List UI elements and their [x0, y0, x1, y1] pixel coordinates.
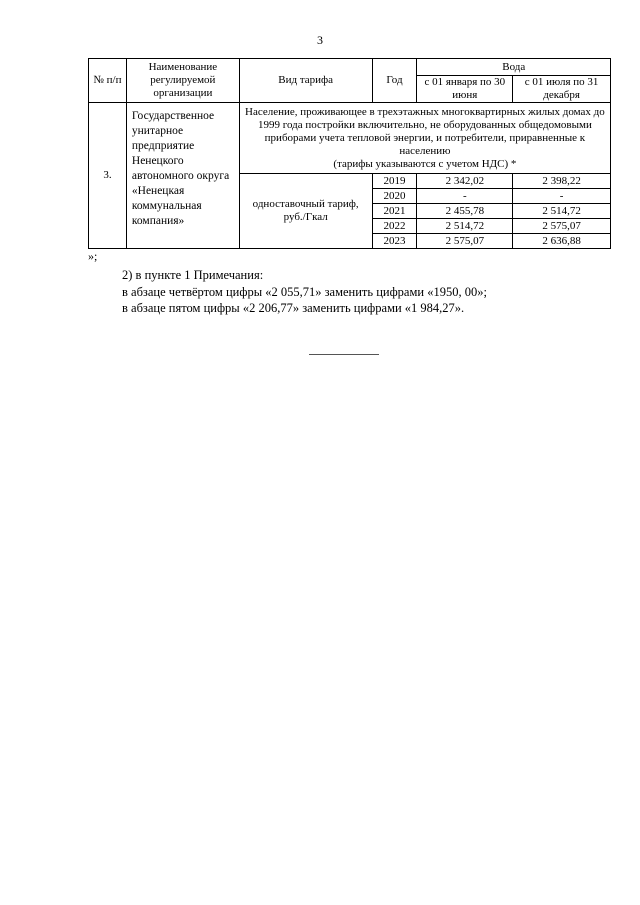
header-num: № п/п	[89, 59, 127, 103]
organization-name: Государственное унитарное предприятие Ненецкого автономного округа «Ненецкая коммунальная компания»	[126, 103, 239, 249]
header-year: Год	[372, 59, 417, 103]
table-row-value-h2: 2 575,07	[513, 219, 611, 234]
table-row-value-h1: 2 514,72	[417, 219, 513, 234]
consumer-group	[239, 103, 610, 174]
table-row-value-h2: 2 636,88	[513, 234, 611, 249]
table-row-value-h2: 2 514,72	[513, 204, 611, 219]
table-row-value-h2: 2 398,22	[513, 174, 611, 189]
header-water: Вода	[417, 59, 611, 76]
table-row-year: 2021	[372, 204, 417, 219]
header-tariff-type: Вид тарифа	[239, 59, 372, 103]
page-number: 3	[317, 33, 323, 47]
tariff-table	[88, 58, 611, 249]
table-row-value-h1: 2 575,07	[417, 234, 513, 249]
table-row-value-h1: 2 342,02	[417, 174, 513, 189]
amendment-item-2: 2) в пункте 1 Примечания:	[122, 268, 264, 282]
end-divider	[309, 354, 379, 355]
header-organization: Наименование регулируемой организации	[126, 59, 239, 103]
tariff-type-cell: одноставочный тариф, руб./Гкал	[239, 174, 372, 249]
header-period-2: с 01 июля по 31 декабря	[513, 76, 611, 103]
table-row-year: 2022	[372, 219, 417, 234]
amendment-paragraph-4: в абзаце четвёртом цифры «2 055,71» заменить цифрами «1950, 00»;	[122, 285, 487, 299]
table-row-year: 2023	[372, 234, 417, 249]
table-row-year: 2019	[372, 174, 417, 189]
consumer-group-label: Население, проживающее в трехэтажных многоквартирных жилых домах до 1999 года постройки включительно, не оборудованных общедомовыми приборами учета тепловой энергии, и потребители, приравненные к населению	[245, 105, 605, 157]
row-number: 3.	[89, 103, 127, 249]
table-row-value-h2: -	[513, 189, 611, 204]
closing-quote: »;	[88, 249, 98, 263]
table-row-year: 2020	[372, 189, 417, 204]
table-row-value-h1: -	[417, 189, 513, 204]
consumer-group-note: (тарифы указываются с учетом НДС) *	[333, 157, 517, 170]
table-row-value-h1: 2 455,78	[417, 204, 513, 219]
header-period-1: с 01 января по 30 июня	[417, 76, 513, 103]
amendment-paragraph-5: в абзаце пятом цифры «2 206,77» заменить цифрами «1 984,27».	[122, 301, 465, 315]
